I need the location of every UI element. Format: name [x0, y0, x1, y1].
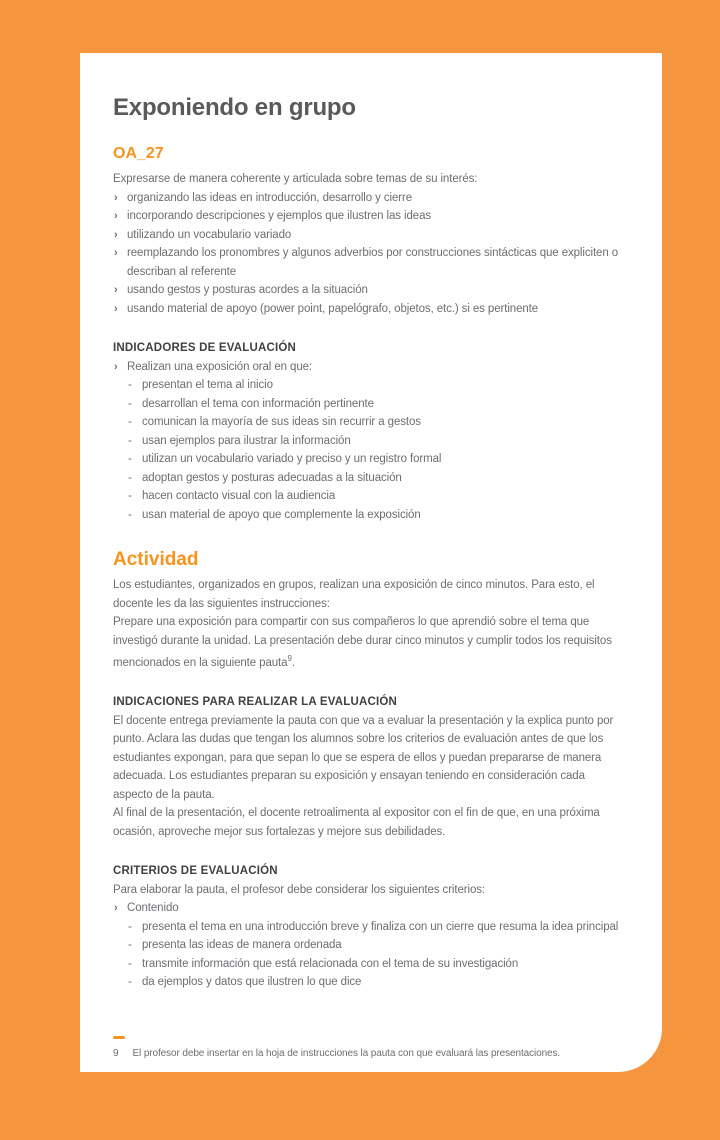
bullet-marker: › — [114, 902, 118, 915]
list-item-text: organizando las ideas en introducción, desarrollo y cierre — [127, 191, 413, 204]
oa-heading: OA_27 — [113, 145, 164, 162]
actividad-heading: Actividad — [113, 549, 199, 570]
indicadores-list — [113, 358, 626, 525]
footnote — [113, 1036, 626, 1060]
dash-marker: - — [128, 490, 132, 502]
list-item — [127, 432, 626, 451]
list-item — [127, 506, 626, 525]
card-content — [80, 53, 662, 1072]
indicaciones-section — [113, 712, 626, 842]
footnote-divider — [113, 1036, 125, 1039]
actividad-paragraph-2 — [113, 613, 626, 672]
indicadores-heading: INDICADORES DE EVALUACIÓN — [113, 342, 297, 354]
list-item-text: comunican la mayoría de sus ideas sin recurrir a gestos — [142, 416, 421, 428]
dash-marker: - — [128, 939, 132, 952]
footnote-text: El profesor debe insertar en la hoja de instrucciones la pauta con que evaluará las presentaciones. — [132, 1048, 561, 1059]
list-item — [113, 899, 626, 918]
list-item-text: transmite información que está relacionada con el tema de su investigación — [142, 957, 519, 970]
footnote-row — [113, 1047, 626, 1060]
content-card — [80, 53, 662, 1072]
list-item — [113, 189, 626, 208]
actividad-paragraph-1: Los estudiantes, organizados en grupos, realizan una exposición de cinco minutos. Para esto, el docente les da las siguientes instrucciones: — [113, 579, 595, 610]
list-item — [127, 973, 626, 992]
bullet-marker: › — [114, 302, 118, 315]
dash-marker: - — [128, 397, 132, 410]
list-item — [113, 207, 626, 226]
list-item — [127, 395, 626, 414]
dash-marker: - — [128, 416, 132, 428]
indicaciones-paragraph-1: El docente entrega previamente la pauta con que va a evaluar la presentación y la explica punto por punto. Aclara las dudas que tengan los alumnos sobre los criterios de evaluación antes de que los estudiantes expongan, para que sepan lo que se espera de ellos y puedan prepararse de manera adecuada. Los estudiantes preparan su exposición y ensayan teniendo en consideración cada aspecto de la pauta. — [113, 714, 614, 801]
list-item — [127, 413, 626, 432]
indicadores-section — [113, 358, 626, 525]
list-item-text: usan ejemplos para ilustrar la información — [142, 434, 351, 447]
list-item-text: utilizando un vocabulario variado — [127, 228, 292, 241]
criterios-heading: CRITERIOS DE EVALUACIÓN — [113, 865, 278, 878]
dash-marker: - — [128, 920, 132, 933]
bullet-marker: › — [114, 191, 118, 204]
bullet-marker: › — [114, 210, 118, 222]
bullet-marker: › — [114, 284, 118, 296]
dash-marker: - — [128, 453, 132, 465]
bullet-marker: › — [114, 360, 118, 373]
dash-marker: - — [128, 976, 132, 989]
list-item — [127, 936, 626, 955]
dash-marker: - — [128, 957, 132, 970]
list-item-text: usando gestos y posturas acordes a la situación — [127, 284, 368, 296]
list-item-text: hacen contacto visual con la audiencia — [142, 490, 336, 502]
list-item-text: Contenido — [127, 902, 179, 915]
dash-marker: - — [128, 508, 132, 521]
list-item-text: presenta el tema en una introducción breve y finaliza con un cierre que resuma la idea principal — [142, 920, 619, 933]
page-title: Exponiendo en grupo — [113, 94, 356, 121]
list-item — [113, 226, 626, 245]
paragraph-text: . — [291, 656, 296, 669]
dash-marker: - — [128, 434, 132, 447]
criterios-list — [113, 899, 626, 992]
footnote-number: 9 — [113, 1048, 119, 1059]
footnote-reference: 9 — [287, 654, 292, 663]
list-item-text: usando material de apoyo (power point, papelógrafo, objetos, etc.) si es pertinente — [127, 302, 539, 315]
bullet-marker: › — [114, 228, 118, 241]
list-item-text: Realizan una exposición oral en que: — [127, 360, 312, 373]
list-item — [127, 487, 626, 506]
dash-marker: - — [128, 379, 132, 391]
list-item — [113, 244, 626, 281]
list-item-text: desarrollan el tema con información pertinente — [142, 397, 374, 410]
indicaciones-heading: INDICACIONES PARA REALIZAR LA EVALUACIÓN — [113, 696, 397, 709]
dash-marker: - — [128, 471, 132, 484]
list-item-text: utilizan un vocabulario variado y preciso y un registro formal — [142, 453, 442, 465]
list-item-text: incorporando descripciones y ejemplos que ilustren las ideas — [127, 210, 432, 222]
list-item-text: presenta las ideas de manera ordenada — [142, 939, 342, 952]
list-item — [127, 469, 626, 488]
criterios-intro: Para elaborar la pauta, el profesor debe considerar los siguientes criterios: — [113, 883, 486, 896]
oa-section — [113, 170, 626, 318]
oa-bullet-list — [113, 189, 626, 319]
indicaciones-paragraph-2: Al final de la presentación, el docente retroalimenta al expositor con el fin de que, en una próxima ocasión, aproveche mejor sus fortalezas y mejore sus debilidades. — [113, 807, 600, 838]
list-item-text: da ejemplos y datos que ilustren lo que dice — [142, 976, 362, 989]
list-item — [127, 376, 626, 395]
list-item — [127, 918, 626, 937]
list-item — [127, 955, 626, 974]
paragraph-text: Prepare una exposición para compartir con sus compañeros lo que aprendió sobre el tema que investigó durante la unidad. La presentación debe durar cinco minutos y cumplir todos los requisitos mencionados en la siguiente pauta — [113, 616, 612, 669]
list-item — [113, 358, 626, 377]
list-item-text: presentan el tema al inicio — [142, 379, 273, 391]
list-item — [113, 281, 626, 300]
list-item-text: reemplazando los pronombres y algunos adverbios por construcciones sintácticas que expliciten o describan al referente — [127, 247, 619, 278]
list-item-text: usan material de apoyo que complemente la exposición — [142, 508, 421, 521]
oa-intro: Expresarse de manera coherente y articulada sobre temas de su interés: — [113, 173, 478, 185]
list-item — [127, 450, 626, 469]
list-item-text: adoptan gestos y posturas adecuadas a la situación — [142, 471, 402, 484]
list-item — [113, 300, 626, 319]
actividad-section — [113, 576, 626, 672]
criterios-section — [113, 881, 626, 992]
bullet-marker: › — [114, 247, 118, 259]
